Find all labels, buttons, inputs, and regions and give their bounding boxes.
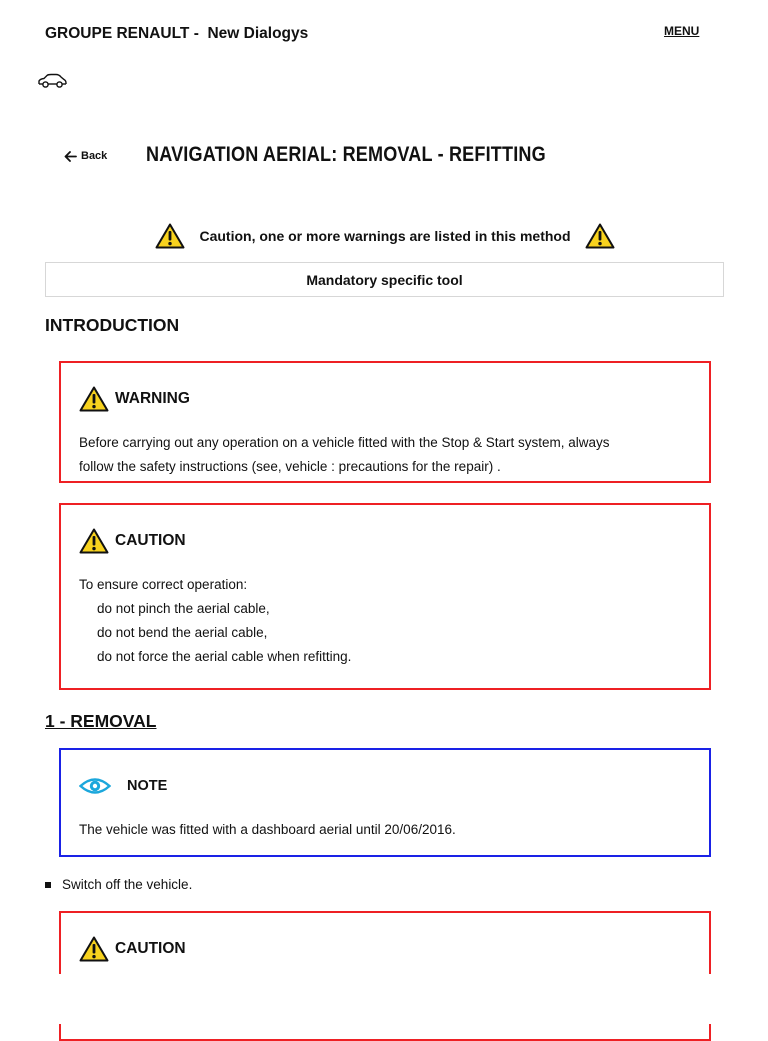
caution-title: CAUTION [115, 532, 186, 549]
caution-title: CAUTION [115, 940, 186, 957]
warning-header [79, 386, 190, 412]
note-box [59, 748, 711, 857]
warning-triangle-icon [79, 386, 109, 412]
warning-title: WARNING [115, 390, 190, 407]
warning-box [59, 361, 711, 483]
caution-banner-text: Caution, one or more warnings are listed in this method [199, 228, 571, 244]
caution-intro: To ensure correct operation: [79, 577, 248, 592]
page-footer-space [0, 974, 768, 1024]
list-item [45, 877, 192, 892]
warning-text-line: Before carrying out any operation on a vehicle fitted with the Stop & Start system, always [79, 435, 610, 450]
step-text: Switch off the vehicle. [62, 877, 193, 892]
bullet-marker [45, 882, 51, 888]
caution-text [79, 573, 351, 669]
warning-triangle-icon [79, 528, 109, 554]
warning-text-line: follow the safety instructions (see, vehicle : precautions for the repair) . [79, 459, 501, 474]
warning-text [79, 431, 610, 479]
caution-item: do not bend the aerial cable, [97, 625, 268, 640]
warning-triangle-icon [155, 223, 185, 249]
note-text: The vehicle was fitted with a dashboard aerial until 20/06/2016. [79, 822, 456, 837]
back-button[interactable] [64, 150, 107, 162]
caution-item: do not pinch the aerial cable, [97, 601, 270, 616]
caution-header [79, 936, 186, 962]
note-title: NOTE [127, 778, 168, 794]
menu-link[interactable]: MENU [664, 24, 700, 38]
section-heading-introduction: INTRODUCTION [45, 315, 180, 335]
caution-header [79, 528, 186, 554]
mandatory-tool-panel[interactable] [45, 262, 724, 297]
back-label: Back [81, 150, 108, 162]
section-heading-removal: 1 - REMOVAL [45, 711, 157, 731]
caution-item: do not force the aerial cable when refitting. [97, 649, 352, 664]
note-header [79, 776, 167, 796]
brand-title: GROUPE RENAULT - New Dialogys [45, 25, 309, 42]
car-icon[interactable] [36, 72, 68, 90]
mandatory-tool-label: Mandatory specific tool [306, 271, 463, 288]
warning-triangle-icon [79, 936, 109, 962]
eye-icon [79, 776, 111, 796]
warning-triangle-icon [585, 223, 615, 249]
caution-banner [45, 222, 725, 250]
page-title: NAVIGATION AERIAL: REMOVAL - REFITTING [146, 143, 546, 166]
arrow-left-icon [64, 151, 77, 162]
caution-box [59, 503, 711, 690]
